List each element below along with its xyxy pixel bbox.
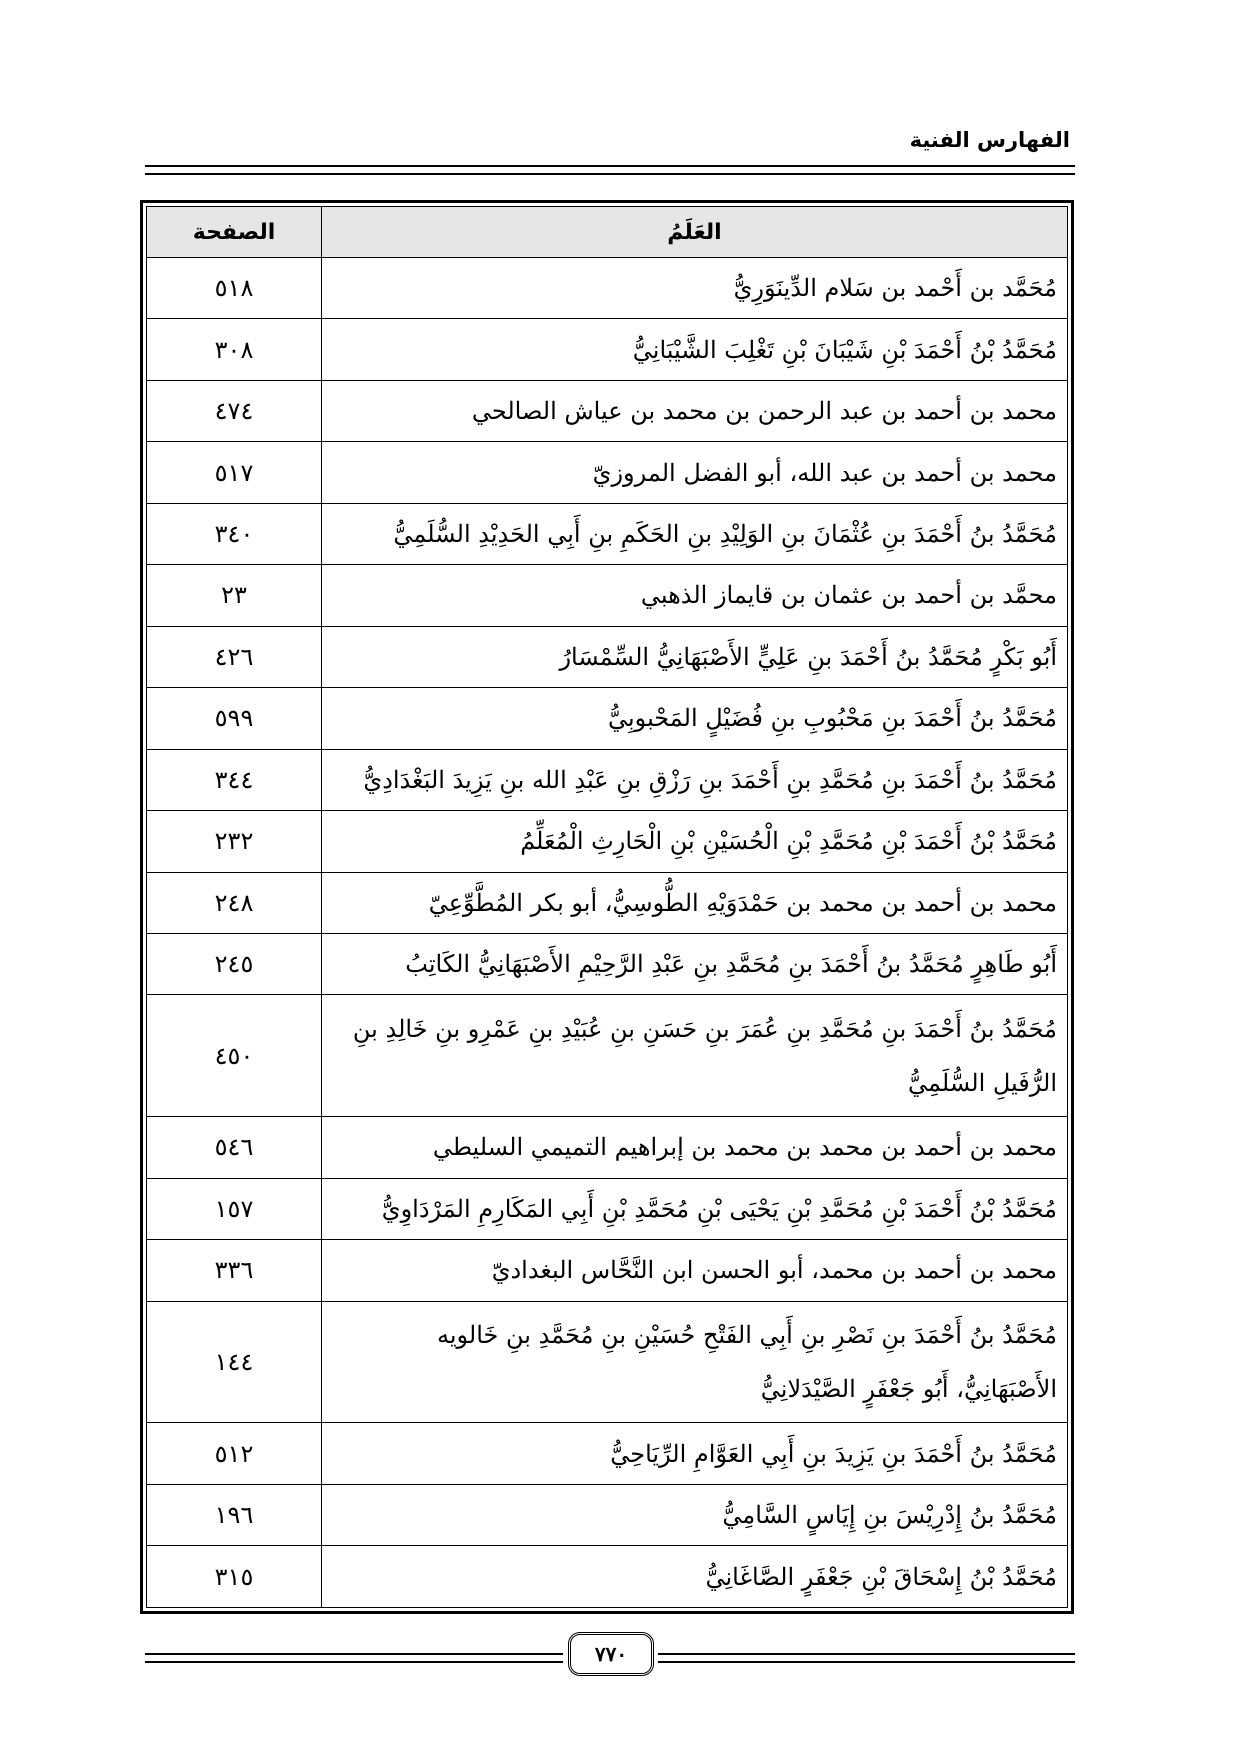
- footer-rule-right: [658, 1653, 1075, 1663]
- entry-page: ٥١٨: [147, 258, 322, 319]
- entry-page: ٣٤٤: [147, 749, 322, 810]
- entry-page: ٥٤٦: [147, 1117, 322, 1178]
- table-row: [147, 1301, 1068, 1423]
- table-row: [147, 1178, 1068, 1239]
- table-row: [147, 503, 1068, 564]
- table-row: [147, 319, 1068, 380]
- entry-name: محمد بن أحمد بن محمد بن حَمْدَوَيْهِ الطُّوسِيُّ، أبو بكر المُطَّوِّعِيّ: [322, 872, 1068, 933]
- entry-page: ٣٠٨: [147, 319, 322, 380]
- entry-page: ٣١٥: [147, 1546, 322, 1608]
- entry-page: ٢٤٨: [147, 872, 322, 933]
- entry-name: مُحَمَّدُ بنُ أَحْمَدَ بنِ يَزِيدَ بنِ أَبِي العَوَّامِ الرِّيَاحِيُّ: [322, 1423, 1068, 1484]
- footer-rule-left: [145, 1653, 563, 1663]
- table-row: [147, 811, 1068, 872]
- header-double-rule: [145, 165, 1075, 175]
- entry-name: محمد بن أحمد بن عبد الله، أبو الفضل المروزيّ: [322, 442, 1068, 503]
- entry-name: محمد بن أحمد بن عبد الرحمن بن محمد بن عياش الصالحي: [322, 380, 1068, 441]
- table-row: [147, 872, 1068, 933]
- entry-name: مُحَمَّدُ بنُ أَحْمَدَ بنِ نَصْرِ بنِ أَبِي الفَتْحِ حُسَيْنِ بنِ مُحَمَّدِ بنِ خَالويه الأَصْبَهَانِيُّ، أَبُو جَعْفَرٍ الصَّيْدَلانِيُّ: [322, 1301, 1068, 1423]
- entry-name: أَبُو بَكْرٍ مُحَمَّدُ بنُ أَحْمَدَ بنِ عَلِيٍّ الأَصْبَهَانِيُّ السِّمْسَارُ: [322, 626, 1068, 687]
- table-row: [147, 933, 1068, 994]
- entry-name: مُحَمَّدُ بْنُ إِسْحَاقَ بْنِ جَعْفَرٍ الصَّاغَانِيُّ: [322, 1546, 1068, 1608]
- entry-name: مُحَمَّدُ بنُ إِدْرِيْسَ بنِ إِيَاسٍ السَّامِيُّ: [322, 1484, 1068, 1545]
- table-row: [147, 1484, 1068, 1545]
- table-row: [147, 749, 1068, 810]
- entry-name: مُحَمَّدُ بنُ أَحْمَدَ بنِ مُحَمَّدِ بنِ عُمَرَ بنِ حَسَنِ بنِ عُبَيْدِ بنِ عَمْرِو بنِ خَالِدِ بنِ الرُّفَيلِ السُّلَمِيُّ: [322, 995, 1068, 1117]
- entry-name: مُحَمَّدُ بنُ أَحْمَدَ بنِ عُثْمَانَ بنِ الوَلِيْدِ بنِ الحَكَمِ بنِ أَبِي الحَدِيْدِ السُّلَمِيُّ: [322, 503, 1068, 564]
- entry-page: ٢٣٢: [147, 811, 322, 872]
- entry-page: ٤٥٠: [147, 995, 322, 1117]
- running-header-title: الفهارس الفنية: [909, 128, 1070, 152]
- table-row: [147, 258, 1068, 319]
- entry-page: ٣٣٦: [147, 1240, 322, 1301]
- entry-name: مُحَمَّدُ بْنُ أَحْمَدَ بْنِ مُحَمَّدِ بْنِ يَحْيَى بْنِ مُحَمَّدِ بْنِ أَبِي المَكَارِمِ المَرْدَاوِيُّ: [322, 1178, 1068, 1239]
- table-row: [147, 565, 1068, 626]
- entry-name: محمَّد بن أحمد بن عثمان بن قايماز الذهبي: [322, 565, 1068, 626]
- entry-page: ٢٣: [147, 565, 322, 626]
- column-header-page: الصفحة: [147, 207, 322, 258]
- entry-page: ١٤٤: [147, 1301, 322, 1423]
- table-row: [147, 995, 1068, 1117]
- table-row: [147, 1546, 1068, 1608]
- entry-name: محمد بن أحمد بن محمد، أبو الحسن ابن النَّحَّاس البغداديّ: [322, 1240, 1068, 1301]
- index-table: [146, 206, 1068, 1608]
- table-row: [147, 1423, 1068, 1484]
- entry-page: ٤٢٦: [147, 626, 322, 687]
- page-number: ٧٧٠: [568, 1632, 654, 1676]
- table-row: [147, 1117, 1068, 1178]
- entry-page: ١٩٦: [147, 1484, 322, 1545]
- table-row: [147, 442, 1068, 503]
- table-row: [147, 626, 1068, 687]
- entry-page: ٥١٢: [147, 1423, 322, 1484]
- index-table-frame: [140, 200, 1074, 1614]
- table-row: [147, 688, 1068, 749]
- entry-name: مُحَمَّدُ بنُ أَحْمَدَ بنِ مَحْبُوبِ بنِ فُضَيْلٍ المَحْبوبِيُّ: [322, 688, 1068, 749]
- entry-page: ٥٩٩: [147, 688, 322, 749]
- column-header-name: العَلَمُ: [322, 207, 1068, 258]
- entry-page: ٤٧٤: [147, 380, 322, 441]
- table-row: [147, 1240, 1068, 1301]
- entry-name: مُحَمَّدُ بنُ أَحْمَدَ بنِ مُحَمَّدِ بنِ أَحْمَدَ بنِ رَزْقِ بنِ عَبْدِ الله بنِ يَزِيدَ البَغْدَادِيُّ: [322, 749, 1068, 810]
- entry-page: ٥١٧: [147, 442, 322, 503]
- entry-page: ٢٤٥: [147, 933, 322, 994]
- table-row: [147, 380, 1068, 441]
- entry-name: مُحَمَّد بن أَحْمد بن سَلام الدِّينَوَرِيُّ: [322, 258, 1068, 319]
- table-header-row: [147, 207, 1068, 258]
- entry-name: أَبُو طَاهِرٍ مُحَمَّدُ بنُ أَحْمَدَ بنِ مُحَمَّدِ بنِ عَبْدِ الرَّحِيْمِ الأَصْبَهَانِيُّ الكَاتِبُ: [322, 933, 1068, 994]
- entry-name: مُحَمَّدُ بْنُ أَحْمَدَ بْنِ شَيْبَانَ بْنِ تَغْلِبَ الشَّيْبَانِيُّ: [322, 319, 1068, 380]
- entry-page: ١٥٧: [147, 1178, 322, 1239]
- entry-page: ٣٤٠: [147, 503, 322, 564]
- entry-name: محمد بن أحمد بن محمد بن محمد بن إبراهيم التميمي السليطي: [322, 1117, 1068, 1178]
- entry-name: مُحَمَّدُ بْنُ أَحْمَدَ بْنِ مُحَمَّدِ بْنِ الْحُسَيْنِ بْنِ الْحَارِثِ الْمُعَلِّمُ: [322, 811, 1068, 872]
